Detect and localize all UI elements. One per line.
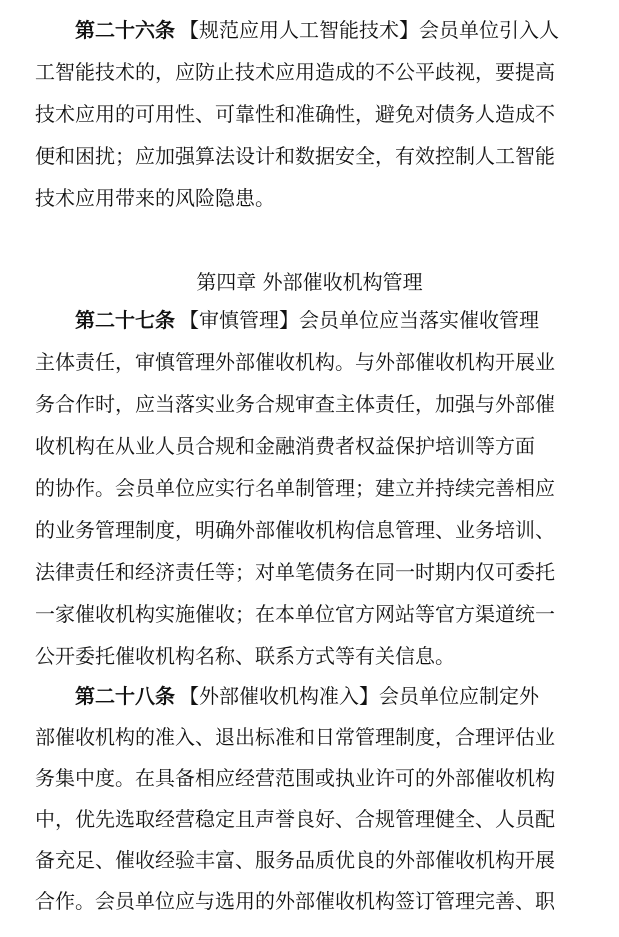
- article-28-text: 【外部催收机构准入】会员单位应制定外: [179, 684, 539, 708]
- article-27-line-2: 主体责任，审慎管理外部催收机构。与外部催收机构开展业: [35, 350, 555, 374]
- article-26-line-2: 工智能技术的，应防止技术应用造成的不公平歧视，要提高: [35, 60, 555, 84]
- article-28-line-3: 务集中度。在具备相应经营范围或执业许可的外部催收机构: [35, 766, 555, 790]
- article-27-line-4: 收机构在从业人员合规和金融消费者权益保护培训等方面: [35, 434, 535, 458]
- article-27-line-9: 公开委托催收机构名称、联系方式等有关信息。: [35, 644, 455, 668]
- article-28-number: 第二十八条: [75, 684, 175, 708]
- article-26-line-1: [75, 15, 587, 45]
- article-27-line-5: 的协作。会员单位应实行名单制管理；建立并持续完善相应: [35, 476, 555, 500]
- article-27-text: 【审慎管理】会员单位应当落实催收管理: [179, 308, 539, 332]
- article-27-number: 第二十七条: [75, 308, 175, 332]
- article-28-line-4: 中，优先选取经营稳定且声誉良好、合规管理健全、人员配: [35, 807, 555, 831]
- article-26-number: 第二十六条: [75, 18, 175, 42]
- article-27-line-1: [75, 305, 587, 335]
- article-27-line-8: 一家催收机构实施催收；在本单位官方网站等官方渠道统一: [35, 602, 555, 626]
- article-28-line-1: [75, 681, 587, 711]
- article-27-line-6: 的业务管理制度，明确外部催收机构信息管理、业务培训、: [35, 518, 555, 542]
- article-27-line-3: 务合作时，应当落实业务合规审查主体责任，加强与外部催: [35, 392, 555, 416]
- article-26-line-3: 技术应用的可用性、可靠性和准确性，避免对债务人造成不: [35, 102, 555, 126]
- article-28-line-5: 备充足、催收经验丰富、服务品质优良的外部催收机构开展: [35, 848, 555, 872]
- article-28-line-6: 合作。会员单位应与选用的外部催收机构签订管理完善、职: [35, 889, 555, 913]
- chapter-heading: 第四章 外部催收机构管理: [196, 270, 423, 294]
- article-27-line-7: 法律责任和经济责任等；对单笔债务在同一时期内仅可委托: [35, 560, 555, 584]
- article-28-line-2: 部催收机构的准入、退出标准和日常管理制度，合理评估业: [35, 725, 555, 749]
- article-26-text: 【规范应用人工智能技术】会员单位引入人: [179, 18, 559, 42]
- article-26-line-4: 便和困扰；应加强算法设计和数据安全，有效控制人工智能: [35, 144, 555, 168]
- article-26-line-5: 技术应用带来的风险隐患。: [35, 186, 275, 210]
